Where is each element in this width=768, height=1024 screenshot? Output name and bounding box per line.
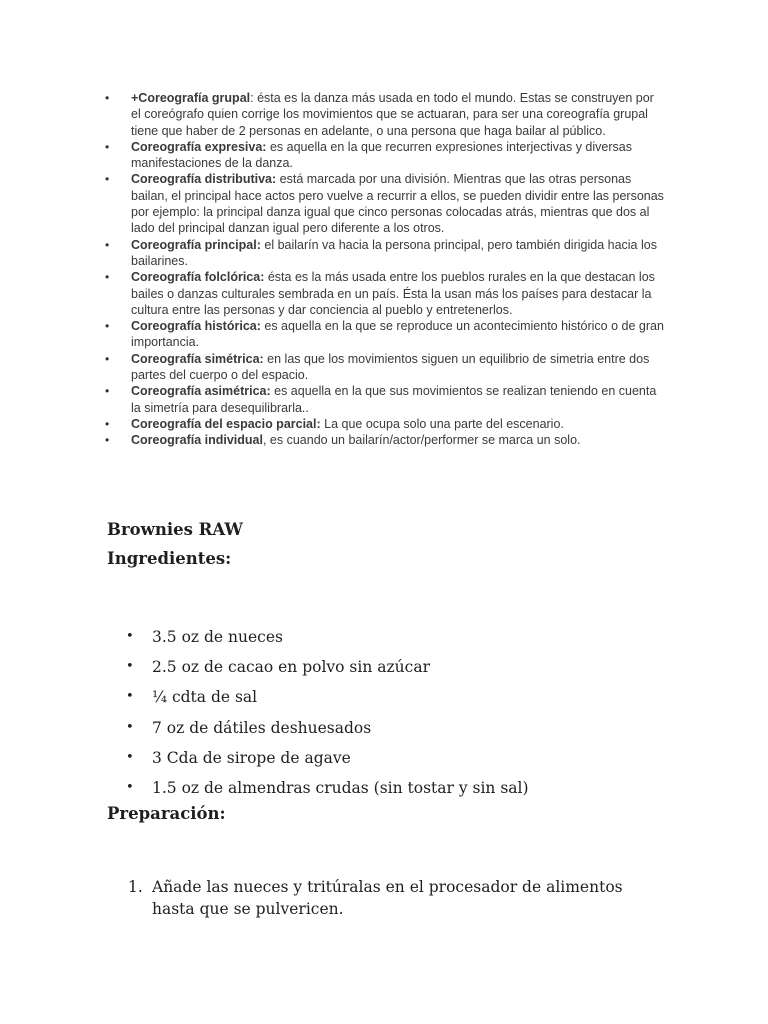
ingredients-list — [126, 622, 529, 803]
choreography-item — [105, 269, 665, 318]
choreography-item — [105, 432, 665, 448]
bullet-icon: • — [105, 384, 110, 399]
choreography-description: es aquella en la que se reproduce un acontecimiento histórico o de gran importancia. — [131, 319, 664, 350]
bullet-icon: • — [105, 433, 110, 448]
bullet-icon: • — [126, 749, 134, 765]
choreography-description: es aquella en la que sus movimientos se realizan teniendo en cuenta la simetría para desequilibrarla.. — [131, 384, 657, 415]
ingredient-text: ¼ cdta de sal — [152, 688, 258, 707]
bullet-icon: • — [105, 416, 110, 431]
choreography-item — [105, 318, 665, 351]
choreography-item — [105, 139, 665, 172]
choreography-description: , es cuando un bailarín/actor/performer se marca un solo. — [262, 433, 581, 448]
ingredient-text: 3 Cda de sirope de agave — [152, 748, 351, 767]
bullet-icon: • — [126, 780, 134, 796]
choreography-description: ésta es la más usada entre los pueblos rurales en la que destacan los bailes o danzas culturales sembrada en un país. Ésta la usan más los países para destacar la cultura entre las personas y dar conciencia al pueblo y entretenerlos. — [131, 270, 655, 317]
preparation-steps — [128, 876, 668, 920]
choreography-item — [105, 416, 665, 432]
choreography-term: Coreografía asimétrica: — [131, 384, 271, 399]
choreography-item — [105, 237, 665, 270]
bullet-icon: • — [105, 270, 110, 285]
bullet-icon: • — [105, 237, 110, 252]
ingredient-item — [126, 773, 529, 803]
recipe-title: Brownies RAW — [107, 520, 243, 539]
choreography-description: La que ocupa solo una parte del escenario. — [320, 416, 564, 431]
ingredient-text: 1.5 oz de almendras crudas (sin tostar y sin sal) — [152, 779, 529, 798]
ingredient-item — [126, 622, 529, 652]
ingredient-item — [126, 652, 529, 682]
step-number: 1. — [128, 878, 143, 896]
choreography-description: en las que los movimientos siguen un equilibrio de simetria entre dos partes del cuerpo o del espacio. — [131, 351, 650, 383]
bullet-icon: • — [126, 719, 134, 735]
choreography-term: Coreografía expresiva: — [131, 139, 267, 154]
ingredient-text: 2.5 oz de cacao en polvo sin azúcar — [152, 658, 430, 677]
bullet-icon: • — [126, 629, 134, 644]
bullet-icon: • — [105, 319, 110, 334]
choreography-list — [105, 90, 665, 449]
ingredient-text: 7 oz de dátiles deshuesados — [152, 718, 372, 737]
choreography-term: +Coreografía grupal — [131, 91, 251, 105]
choreography-term: Coreografía del espacio parcial: — [131, 416, 321, 431]
choreography-item — [105, 383, 665, 416]
choreography-term: Coreografía principal: — [131, 237, 261, 252]
choreography-item — [105, 90, 665, 139]
choreography-item — [105, 351, 665, 384]
choreography-term: Coreografía individual — [131, 433, 263, 448]
choreography-description: está marcada por una división. Mientras que las otras personas bailan, el principal hace actos pero vuelve a recurrir a ellos, se pueden dividir entre las personas por ejemplo: la principal danza igual que cinco personas colocadas atrás, mientras que dos al lado del principal danzan igual pero diferente a los otros. — [131, 172, 664, 236]
choreography-description: : ésta es la danza más usada en todo el mundo. Estas se construyen por el coreógrafo quien corrige los movimientos que se actuaran, para ser una coreografía grupal tiene que haber de 2 personas en adelante, o una persona que haga bailar al público. — [131, 91, 654, 138]
ingredient-item — [126, 682, 529, 712]
bullet-icon: • — [105, 351, 110, 366]
choreography-item — [105, 171, 665, 236]
choreography-term: Coreografía histórica: — [131, 319, 261, 334]
bullet-icon: • — [105, 172, 110, 187]
ingredient-item — [126, 713, 529, 743]
bullet-icon: • — [126, 659, 134, 675]
choreography-term: Coreografía folclórica: — [131, 270, 265, 285]
bullet-icon: • — [105, 139, 110, 154]
step-text: Añade las nueces y tritúralas en el procesador de alimentos hasta que se pulvericen. — [152, 878, 623, 918]
preparation-heading: Preparación: — [107, 804, 226, 823]
ingredient-item — [126, 743, 529, 773]
ingredients-heading: Ingredientes: — [107, 549, 232, 568]
choreography-term: Coreografía distributiva: — [131, 172, 277, 187]
step-item — [128, 876, 668, 920]
bullet-icon: • — [105, 91, 110, 105]
choreography-description: el bailarín va hacia la persona principal, pero también dirigida hacia los bailarines. — [131, 237, 657, 268]
choreography-description: es aquella en la que recurren expresiones interjectivas y diversas manifestaciones de la danza. — [131, 139, 632, 171]
choreography-term: Coreografía simétrica: — [131, 351, 264, 366]
bullet-icon: • — [126, 689, 134, 705]
ingredient-text: 3.5 oz de nueces — [152, 628, 283, 646]
